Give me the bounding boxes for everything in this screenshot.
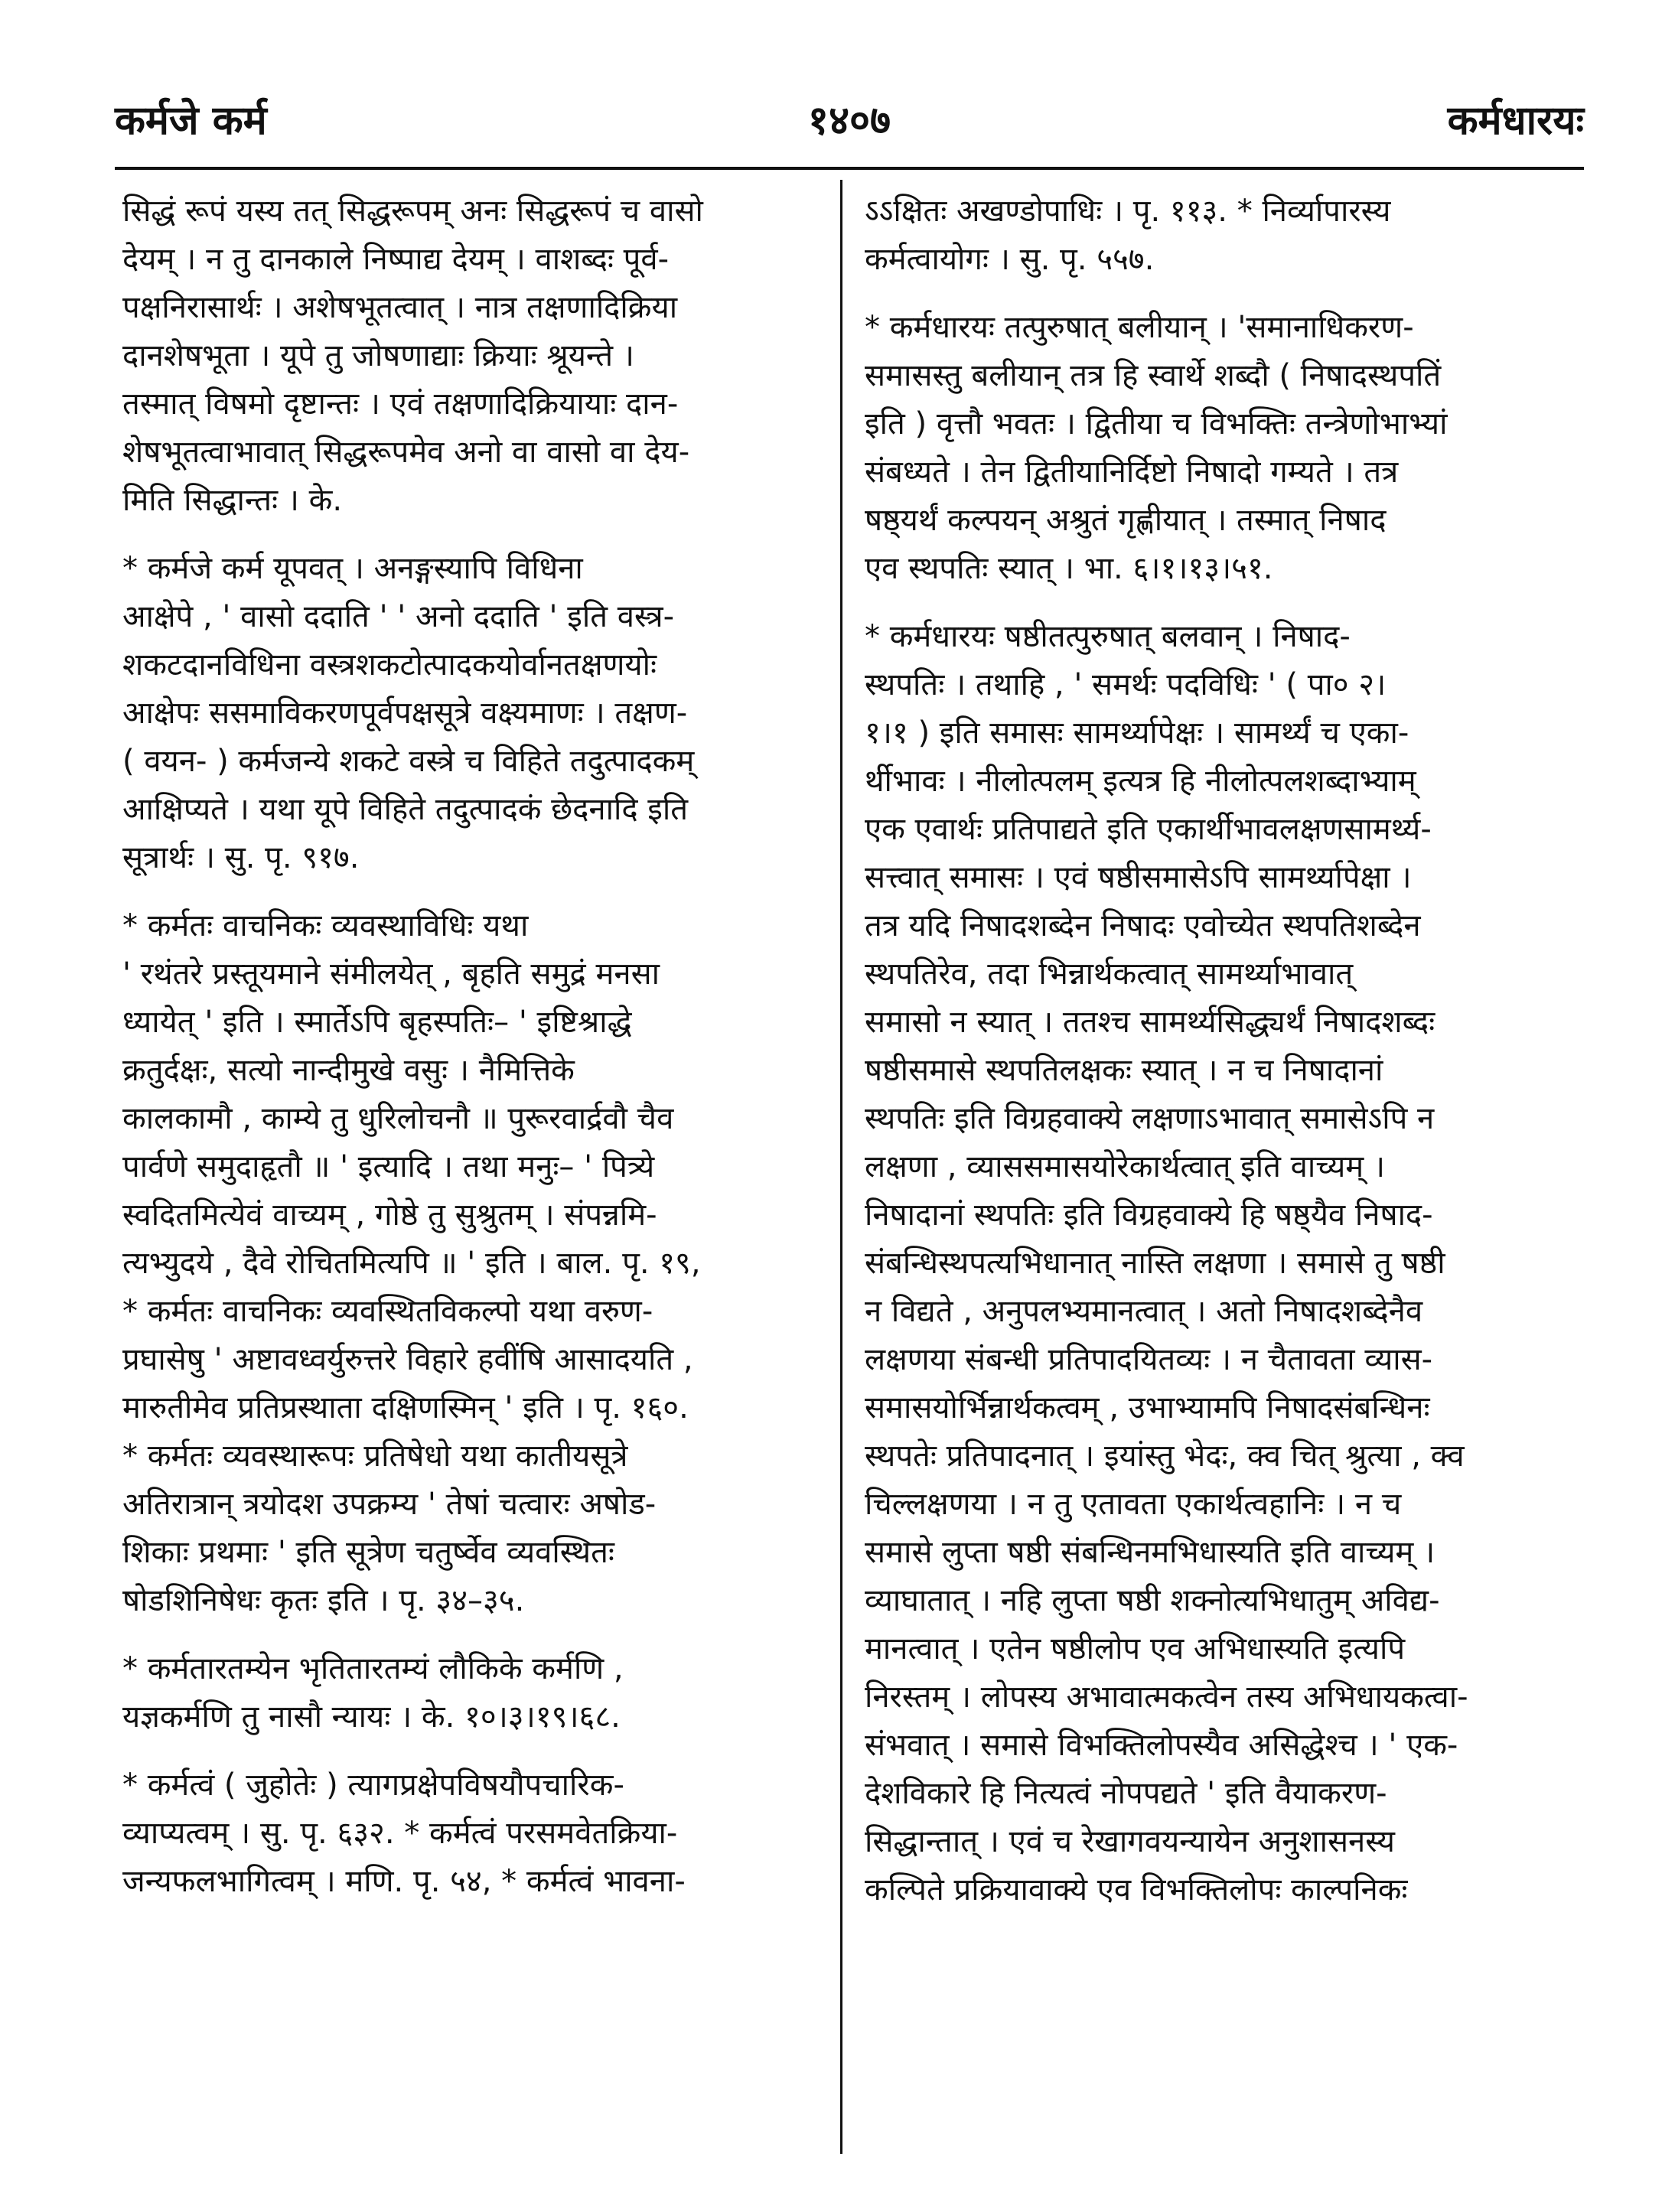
text-line: स्वदितमित्येवं वाच्यम् , गोष्ठे तु सुश्रुतम् । संपन्नमि-: [122, 1197, 657, 1233]
text-line: सूत्रार्थः । सु. पृ. ९१७.: [122, 840, 360, 875]
text-line: न विद्यते , अनुपलभ्यमानत्वात् । अतो निषादशब्देनैव: [865, 1294, 1423, 1329]
text-line: संबध्यते । तेन द्वितीयानिर्दिष्टो निषादो गम्यते । तत्र: [865, 454, 1399, 490]
text-line: समासयोर्भिन्नार्थकत्वम् , उभाभ्यामपि निषादसंबन्धिनः: [865, 1390, 1430, 1425]
text-line: दानशेषभूता । यूपे तु जोषणाद्याः क्रियाः श्रूयन्ते ।: [122, 338, 634, 373]
text-line: आक्षिप्यते । यथा यूपे विहिते तदुत्पादकं छेदनादि इति: [122, 792, 689, 827]
text-line: अतिरात्रान् त्रयोदश उपक्रम्य ' तेषां चत्वारः अषोड-: [122, 1487, 657, 1522]
text-line: * कर्मत्वं ( जुहोतेः ) त्यागप्रक्षेपविषयौपचारिक-: [122, 1767, 624, 1803]
text-line: षोडशिनिषेधः कृतः इति । पृ. ३४–३५.: [122, 1583, 525, 1618]
page-number: १४०७: [807, 98, 891, 144]
text-line: त्यभ्युदये , दैवे रोचितमित्यपि ॥ ' इति । बाल. पृ. १९,: [122, 1246, 701, 1281]
header-rule: [115, 167, 1584, 170]
text-line: इति ) वृत्तौ भवतः । द्वितीया च विभक्तिः तन्त्रेणोभाभ्यां: [865, 406, 1448, 441]
text-line: षष्ठीसमासे स्थपतिलक्षकः स्यात् । न च निषादानां: [865, 1053, 1383, 1088]
text-line: कल्पिते प्रक्रियावाक्ये एव विभक्तिलोपः काल्पनिकः: [865, 1872, 1408, 1907]
text-line: देयम् । न तु दानकाले निष्पाद्य देयम् । वाशब्दः पूर्व-: [122, 242, 670, 277]
text-line: प्रघासेषु ' अष्टावध्वर्युरुत्तरे विहारे हवींषि आसादयति ,: [122, 1342, 693, 1377]
text-line: * कर्मतः वाचनिकः व्यवस्थितविकल्पो यथा वरुण-: [122, 1294, 653, 1329]
text-line: ' रथंतरे प्रस्तूयमाने संमीलयेत् , बृहति समुद्रं मनसा: [122, 956, 660, 992]
text-line: व्याघातात् । नहि लुप्ता षष्ठी शक्नोत्यभिधातुम् अविद्य-: [865, 1583, 1440, 1618]
text-line: सिद्धान्तात् । एवं च रेखागवयन्यायेन अनुशासनस्य: [865, 1824, 1395, 1859]
text-line: देशविकारे हि नित्यत्वं नोपपद्यते ' इति वैयाकरण-: [865, 1776, 1387, 1811]
text-line: यज्ञकर्मणि तु नासौ न्यायः । के. १०।३।१९।६८.: [122, 1699, 621, 1735]
text-line: मारुतीमेव प्रतिप्रस्थाता दक्षिणस्मिन् ' इति । पृ. १६०.: [122, 1390, 689, 1425]
text-line: व्याप्यत्वम् । सु. पृ. ६३२. * कर्मत्वं परसमवेतक्रिया-: [122, 1816, 678, 1851]
text-line: मिति सिद्धान्तः । के.: [122, 483, 343, 518]
text-line: तस्मात् विषमो दृष्टान्तः । एवं तक्षणादिक्रियायाः दान-: [122, 386, 679, 422]
text-line: जन्यफलभागित्वम् । मणि. पृ. ५४, * कर्मत्वं भावना-: [122, 1864, 686, 1899]
text-line: ( वयन- ) कर्मजन्ये शकटे वस्त्रे च विहिते तदुत्पादकम्: [122, 744, 695, 779]
paragraph: [865, 187, 1572, 284]
right-column: [865, 187, 1572, 1934]
text-line: आक्षेपः ससमाविकरणपूर्वपक्षसूत्रे वक्ष्यमाणः । तक्षण-: [122, 696, 688, 731]
text-line: स्थपतिः । तथाहि , ' समर्थः पदविधिः ' ( पा० २।: [865, 667, 1387, 702]
text-line: तत्र यदि निषादशब्देन निषादः एवोच्येत स्थपतिशब्देन: [865, 908, 1421, 943]
text-line: समासे लुप्ता षष्ठी संबन्धिनमभिधास्यति इति वाच्यम् ।: [865, 1535, 1435, 1570]
text-line: समासस्तु बलीयान् तत्र हि स्वार्थे शब्दौ ( निषादस्थपतिं: [865, 358, 1442, 393]
text-line: चिल्लक्षणया । न तु एतावता एकार्थत्वहानिः । न च: [865, 1487, 1402, 1522]
text-line: निरस्तम् । लोपस्य अभावात्मकत्वेन तस्य अभिधायकत्वा-: [865, 1679, 1468, 1715]
left-column: [122, 187, 830, 1926]
text-line: एक एवार्थः प्रतिपाद्यते इति एकार्थीभावलक्षणसामर्थ्य-: [865, 812, 1432, 847]
text-line: कालकामौ , काम्ये तु धुरिलोचनौ ॥ पुरूरवार्द्रवौ चैव: [122, 1101, 674, 1136]
paragraph: [865, 304, 1572, 593]
column-divider: [840, 180, 842, 2154]
text-line: १।१ ) इति समासः सामर्थ्यापेक्षः । सामर्थ्यं च एका-: [865, 715, 1409, 751]
text-line: स्थपतिः इति विग्रहवाक्ये लक्षणाऽभावात् समासेऽपि न: [865, 1101, 1435, 1136]
text-line: * कर्मजे कर्म यूपवत् । अनङ्गस्यापि विधिना: [122, 551, 583, 586]
paragraph: [122, 1645, 830, 1741]
text-line: शिकाः प्रथमाः ' इति सूत्रेण चतुर्ष्वेव व्यवस्थितः: [122, 1535, 614, 1570]
text-line: * कर्मधारयः तत्पुरुषात् बलीयान् । 'समानाधिकरण-: [865, 310, 1414, 345]
text-line: कर्मत्वायोगः । सु. पृ. ५५७.: [865, 242, 1155, 277]
text-line: * कर्मतारतम्येन भृतितारतम्यं लौकिके कर्मणि ,: [122, 1651, 624, 1686]
header-right-title: कर्मधारयः: [1447, 98, 1584, 144]
text-line: ध्यायेत् ' इति । स्मार्तेऽपि बृहस्पतिः– ' इष्टिश्राद्धे: [122, 1005, 632, 1040]
text-line: * कर्मतः व्यवस्थारूपः प्रतिषेधो यथा कातीयसूत्रे: [122, 1438, 628, 1474]
text-line: * कर्मतः वाचनिकः व्यवस्थाविधिः यथा: [122, 908, 529, 943]
paragraph: [865, 613, 1572, 1914]
text-line: पार्वणे समुदाहृतौ ॥ ' इत्यादि । तथा मनुः– ' पित्र्ये: [122, 1149, 655, 1184]
text-line: सत्त्वात् समासः । एवं षष्ठीसमासेऽपि सामर्थ्यापेक्षा ।: [865, 860, 1412, 895]
header-left-title: कर्मजे कर्म: [115, 98, 267, 144]
text-line: आक्षेपे , ' वासो ददाति ' ' अनो ददाति ' इति वस्त्र-: [122, 599, 675, 634]
text-line: समासो न स्यात् । ततश्च सामर्थ्यसिद्ध्यर्थं निषादशब्दः: [865, 1005, 1435, 1040]
text-line: * कर्मधारयः षष्ठीतत्पुरुषात् बलवान् । निषाद-: [865, 619, 1351, 654]
text-line: पक्षनिरासार्थः । अशेषभूतत्वात् । नात्र तक्षणादिक्रिया: [122, 290, 678, 325]
text-line: ऽऽक्षितः अखण्डोपाधिः । पृ. ११३. * निर्व्यापारस्य: [865, 194, 1391, 229]
text-line: संबन्धिस्थपत्यभिधानात् नास्ति लक्षणा । समासे तु षष्ठी: [865, 1246, 1445, 1281]
text-line: लक्षणा , व्याससमासयोरेकार्थत्वात् इति वाच्यम् ।: [865, 1149, 1386, 1184]
paragraph: [122, 1761, 830, 1906]
text-line: क्रतुर्दक्षः, सत्यो नान्दीमुखे वसुः । नैमित्तिके: [122, 1053, 575, 1088]
text-line: निषादानां स्थपतिः इति विग्रहवाक्ये हि षष्ठ्यैव निषाद-: [865, 1197, 1433, 1233]
paragraph: [122, 187, 830, 525]
text-line: शेषभूतत्वाभावात् सिद्धरूपमेव अनो वा वासो वा देय-: [122, 435, 690, 470]
text-line: मानत्वात् । एतेन षष्ठीलोप एव अभिधास्यति इत्यपि: [865, 1631, 1406, 1666]
text-line: एव स्थपतिः स्यात् । भा. ६।१।१३।५१.: [865, 551, 1273, 586]
text-line: षष्ठ्यर्थं कल्पयन् अश्रुतं गृह्णीयात् । तस्मात् निषाद: [865, 503, 1387, 538]
text-line: संभवात् । समासे विभक्तिलोपस्यैव असिद्धेश्च । ' एक-: [865, 1728, 1458, 1763]
text-line: र्थीभावः । नीलोत्पलम् इत्यत्र हि नीलोत्पलशब्दाभ्याम्: [865, 764, 1416, 799]
text-line: शकटदानविधिना वस्त्रशकटोत्पादकयोर्वानतक्षणयोः: [122, 647, 657, 682]
text-line: स्थपतिरेव, तदा भिन्नार्थकत्वात् सामर्थ्याभावात्: [865, 956, 1354, 992]
paragraph: [122, 902, 830, 1625]
page-header: [115, 92, 1584, 153]
paragraph: [122, 545, 830, 882]
text-line: स्थपतेः प्रतिपादनात् । इयांस्तु भेदः, क्व चित् श्रुत्या , क्व: [865, 1438, 1465, 1474]
text-line: सिद्धं रूपं यस्य तत् सिद्धरूपम् अनः सिद्धरूपं च वासो: [122, 194, 703, 229]
text-line: लक्षणया संबन्धी प्रतिपादयितव्यः । न चैतावता व्यास-: [865, 1342, 1433, 1377]
